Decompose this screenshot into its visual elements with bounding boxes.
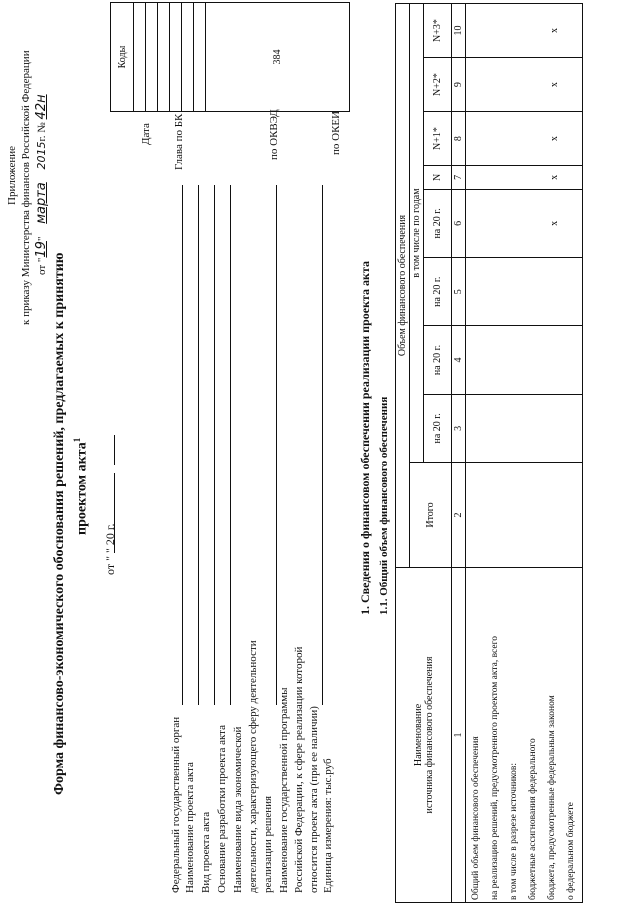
col-number-6: 6 [452,189,466,257]
field-activity-type-2: деятельности, характеризующего сферу деятельности [247,640,259,893]
year-header-n: N [424,166,452,190]
col-number-8: 8 [452,112,466,166]
field-basis: Основание разработки проекта акта [216,725,228,893]
field-program-3: относится проект акта (при ее наличии) [308,706,320,893]
col-number-4: 4 [452,326,466,394]
col-number-2: 2 [452,463,466,568]
codes-label-date: Дата [140,123,152,145]
section-1-heading: 1. Сведения о финансовом обеспечении реализации проекта акта [358,260,372,615]
codes-label-okei: по ОКЕИ [330,110,342,155]
appendix-line-1: Приложение [6,145,18,205]
row-source-description: Общий объем финансового обеспечения на реализацию решений, предусмотренного проектом акта, всего в том числе в разрезе источников: бюджетные ассигнования федерального бюджета, предусмотренные федеральным законом о федеральном бюджете [466,568,583,903]
col-number-7: 7 [452,166,466,190]
section-1-1-heading: 1.1. Общий объем финансового обеспечения [378,396,390,615]
field-program-2: Российской Федерации, к сфере реализации которой [293,646,305,893]
appendix-date: от "19" марта 2015г. № 42н [34,94,49,275]
codes-label-bk: Глава по БК [173,113,185,170]
col-number-3: 3 [452,394,466,462]
year-header-2: на 20 г. [424,326,452,394]
field-act-type: Вид проекта акта [200,811,212,893]
field-act-name: Наименование проекта акта [184,762,196,893]
cell-year-n1: x [466,112,583,166]
cell-year-3 [466,258,583,326]
field-line-2 [198,185,199,705]
cell-total [466,463,583,568]
field-activity-type-3: реализации решения [262,795,274,893]
date-line: от " " 20 г. [103,523,117,575]
year-header-n1: N+1* [424,112,452,166]
codes-box [110,2,350,112]
field-program-1: Наименование государственной программы [278,687,290,893]
field-line-3 [214,185,215,705]
appendix-month: марта [34,182,49,224]
total-header: Итого [410,463,452,568]
field-line-4 [230,185,231,705]
field-line-1 [182,185,183,705]
field-line-5 [276,185,277,705]
field-federal-agency: Федеральный государственный орган [170,716,182,893]
codes-label-okved: по ОКВЭД [268,109,280,160]
appendix-line-2: к приказу Министерства финансов Российской Федерации [20,50,32,325]
year-header-3: на 20 г. [424,258,452,326]
codes-header: Коды [111,3,134,112]
codes-cell-4 [170,3,182,112]
page-title: Форма финансово-экономического обоснования решений, предлагаемых к принятию [52,252,67,795]
by-years-header: в том числе по годам [410,4,424,463]
appendix-day: 19 [34,241,49,258]
col-number-5: 5 [452,258,466,326]
col-number-10: 10 [452,4,466,58]
date-underline-1 [114,473,115,553]
codes-cell-okei: 384 [206,3,350,112]
cell-year-1 [466,394,583,462]
financing-table [395,3,583,903]
year-header-1: на 20 г. [424,394,452,462]
codes-cell-okved [182,3,194,112]
col-number-9: 9 [452,58,466,112]
col-number-1: 1 [452,568,466,903]
appendix-number: 42н [34,94,49,120]
codes-cell-6 [194,3,206,112]
appendix-year: 2015 [35,141,48,170]
codes-cell-bk [146,3,158,112]
field-activity-type-1: Наименование вида экономической [232,726,244,893]
codes-cell-3 [158,3,170,112]
year-header-n3: N+3* [424,4,452,58]
cell-year-n2: x [466,58,583,112]
year-header-n2: N+2* [424,58,452,112]
field-line-6 [322,185,323,705]
page-title-line-2: проектом акта$^1$ [72,437,90,535]
codes-cell-date [134,3,146,112]
cell-year-n: x [466,166,583,190]
date-underline-2 [114,435,115,465]
field-unit: Единица измерения: тыс.руб [322,758,334,893]
year-header-4: на 20 г. [424,189,452,257]
cell-year-n3: x [466,4,583,58]
title-footnote: 1 [72,437,82,443]
cell-year-4: x [466,189,583,257]
col-name-header: Наименование источника финансового обеспечения [396,568,452,903]
cell-year-2 [466,326,583,394]
volume-header: Объем финансового обеспечения [396,4,410,568]
table-row [466,4,583,903]
